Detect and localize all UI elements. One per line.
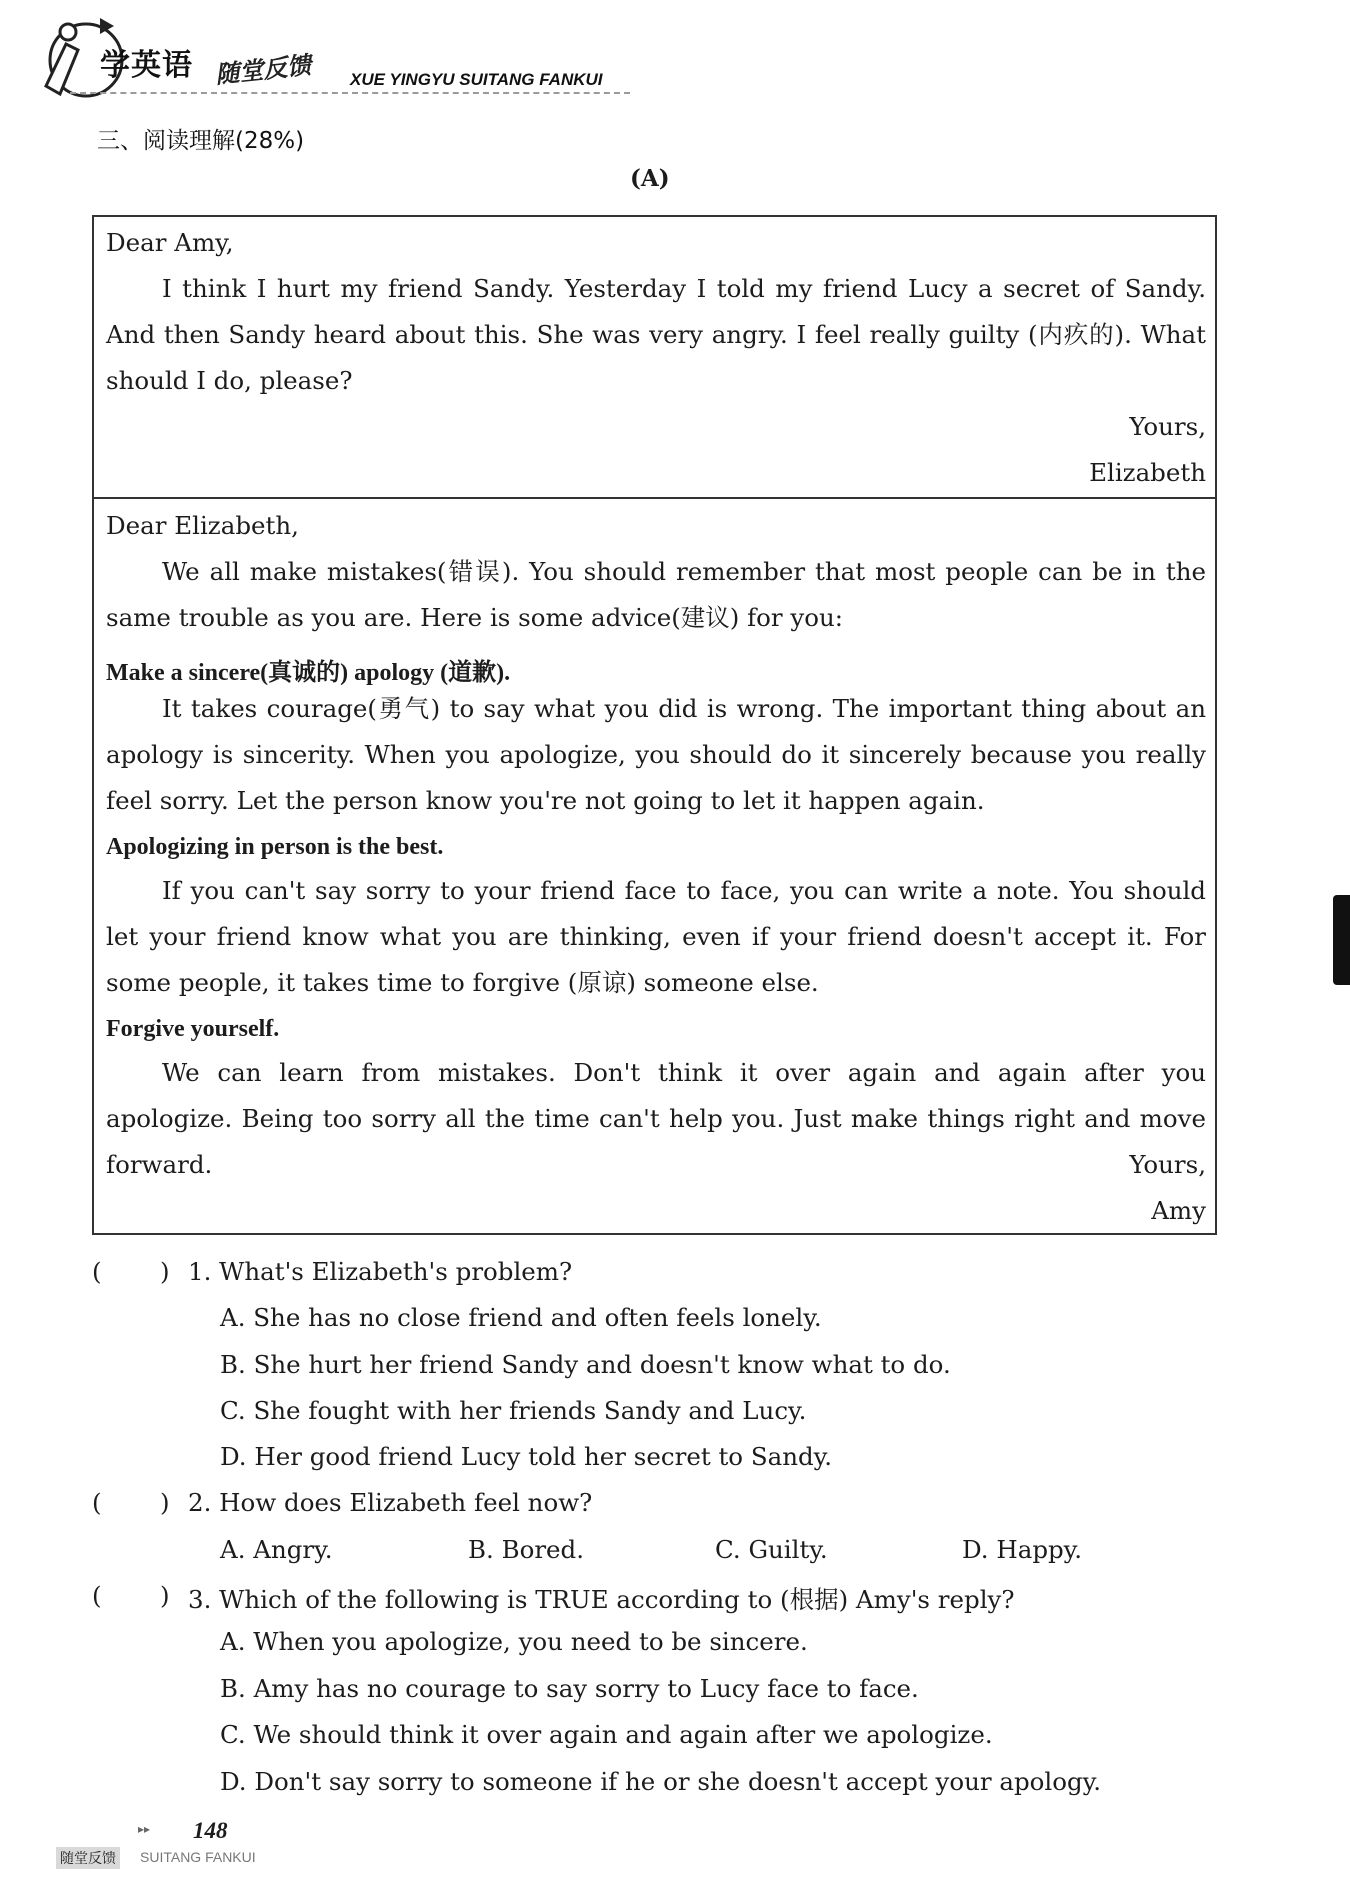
question-3-option-b: B. Amy has no courage to say sorry to Lucy face to face. bbox=[220, 1674, 919, 1703]
question-1-option-b: B. She hurt her friend Sandy and doesn't know what to do. bbox=[220, 1350, 951, 1379]
advice-heading-1: Make a sincere(真诚的) apology (道歉). bbox=[106, 660, 511, 686]
passage-label: (A) bbox=[630, 165, 670, 192]
answer-blank-open[interactable]: ( bbox=[92, 1257, 102, 1286]
answer-blank-open[interactable]: ( bbox=[92, 1581, 102, 1610]
footer-label-en: SUITANG FANKUI bbox=[140, 1849, 256, 1865]
question-2-option-d: D. Happy. bbox=[962, 1535, 1083, 1564]
question-3-option-a: A. When you apologize, you need to be sincere. bbox=[220, 1627, 808, 1656]
question-1-option-d: D. Her good friend Lucy told her secret to Sandy. bbox=[220, 1442, 833, 1471]
letter1-body: I think I hurt my friend Sandy. Yesterday I told my friend Lucy a secret of Sandy. And then Sandy heard about this. She was very angry. I feel really guilty (内疚的). What should I do, please? bbox=[106, 274, 1206, 395]
letter2-signature: Amy bbox=[1151, 1196, 1206, 1225]
answer-blank-open[interactable]: ( bbox=[92, 1488, 102, 1517]
brand-title: 学英语 bbox=[100, 48, 193, 83]
edge-tab-mark bbox=[1333, 895, 1350, 985]
advice-heading-3: Forgive yourself. bbox=[106, 1016, 280, 1042]
question-2-option-a: A. Angry. bbox=[220, 1535, 333, 1564]
letter2-intro: We all make mistakes(错误). You should remember that most people can be in the same trouble as you are. Here is some advice(建议) for you: bbox=[106, 557, 1206, 632]
page-number: 148 bbox=[193, 1818, 228, 1843]
question-1-option-c: C. She fought with her friends Sandy and Lucy. bbox=[220, 1396, 807, 1425]
footer-label-cn: 随堂反馈 bbox=[56, 1847, 120, 1869]
header-divider bbox=[70, 92, 630, 94]
letter-divider bbox=[92, 497, 1217, 499]
answer-blank-close: ) bbox=[160, 1257, 170, 1286]
advice-paragraph-1: It takes courage(勇气) to say what you did is wrong. The important thing about an apology is sincerity. When you apologize, you should do it sincerely because you really feel sorry. Let the person know you're not going to let it happen again. bbox=[106, 694, 1206, 815]
letter1-greeting: Dear Amy, bbox=[106, 228, 234, 257]
advice-paragraph-3: We can learn from mistakes. Don't think it over again and again after you apologize. Being too sorry all the time can't help you. Just make things right and move forward. bbox=[106, 1058, 1206, 1179]
question-2-option-b: B. Bored. bbox=[468, 1535, 585, 1564]
advice-paragraph-2: If you can't say sorry to your friend face to face, you can write a note. You should let your friend know what you are thinking, even if your friend doesn't accept it. For some people, it takes time to forgive (原谅) someone else. bbox=[106, 876, 1206, 997]
question-2-stem: 2. How does Elizabeth feel now? bbox=[188, 1488, 593, 1517]
question-3-option-d: D. Don't say sorry to someone if he or she doesn't accept your apology. bbox=[220, 1767, 1102, 1796]
letter1-closing: Yours, bbox=[1129, 412, 1206, 441]
question-1-stem: 1. What's Elizabeth's problem? bbox=[188, 1257, 573, 1286]
question-2-option-c: C. Guilty. bbox=[715, 1535, 828, 1564]
question-3-option-c: C. We should think it over again and again after we apologize. bbox=[220, 1720, 993, 1749]
question-3-stem: 3. Which of the following is TRUE according to (根据) Amy's reply? bbox=[188, 1585, 1015, 1614]
answer-blank-close: ) bbox=[160, 1488, 170, 1517]
advice-heading-2: Apologizing in person is the best. bbox=[106, 834, 444, 860]
brand-pinyin: XUE YINGYU SUITANG FANKUI bbox=[350, 70, 603, 89]
letter2-closing: Yours, bbox=[1129, 1150, 1206, 1179]
question-1-option-a: A. She has no close friend and often feels lonely. bbox=[220, 1303, 822, 1332]
section-title: 三、阅读理解(28%) bbox=[97, 128, 305, 154]
letter1-signature: Elizabeth bbox=[1089, 458, 1206, 487]
letter2-greeting: Dear Elizabeth, bbox=[106, 511, 299, 540]
page-arrows-icon: ▸▸ bbox=[138, 1822, 151, 1836]
answer-blank-close: ) bbox=[160, 1581, 170, 1610]
brand-subtitle: 随堂反馈 bbox=[214, 51, 313, 89]
